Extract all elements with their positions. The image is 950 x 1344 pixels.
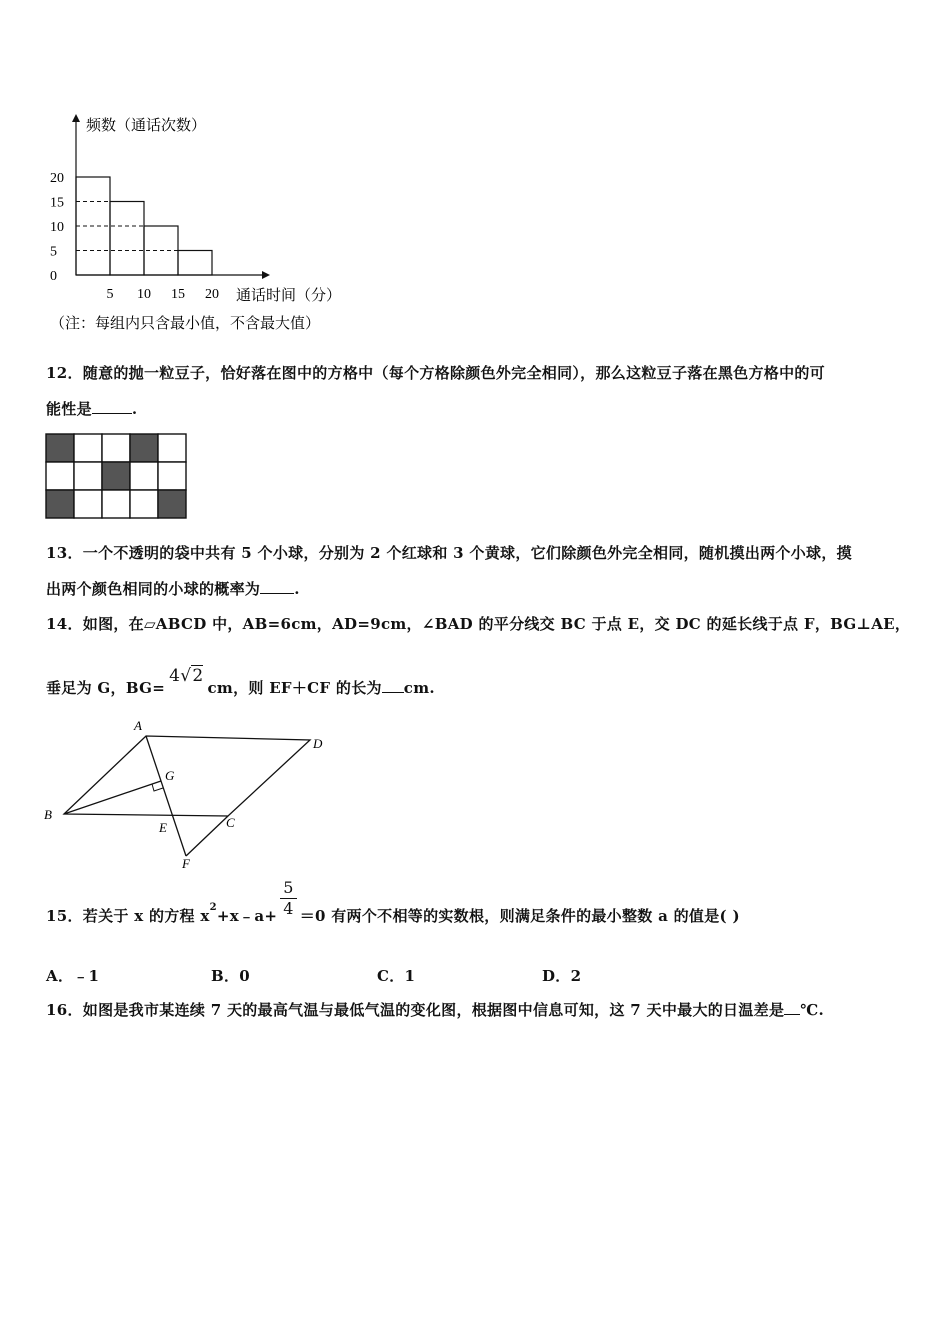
q13-end: .: [294, 580, 300, 598]
bisector-af: [146, 736, 186, 856]
q12-end: .: [131, 400, 138, 418]
white-grid-cell: [102, 490, 130, 518]
q15-exponent: 2: [209, 902, 217, 913]
label-c: C: [226, 815, 235, 830]
fraction-denominator: 4: [283, 899, 294, 918]
q13-line2: [46, 578, 300, 599]
label-f: F: [182, 856, 190, 871]
q14-text-b: cm，则 EF＋CF 的长为: [207, 679, 382, 697]
histogram-ticks: [50, 171, 219, 302]
q14-line1: 14．如图，在▱ABCD 中，AB=6cm，AD=9cm，∠BAD 的平分线交 BC 于点 E，交 DC 的延长线于点 F，BG⊥AE，: [46, 615, 911, 633]
label-b: B: [44, 807, 52, 822]
parallelogram-abcd: [64, 736, 310, 816]
q13-text: 出两个颜色相同的小球的概率为: [46, 580, 261, 598]
histogram-bar: [178, 251, 212, 276]
q15-option-d[interactable]: D．2: [542, 967, 582, 985]
x-axis-arrow-icon: [262, 271, 270, 279]
fraction-5-4: [280, 878, 296, 919]
q14-line2: [46, 667, 435, 703]
q14-answer-blank[interactable]: [382, 678, 404, 693]
q13-answer-blank[interactable]: [260, 579, 294, 594]
sqrt-symbol-icon: √: [180, 666, 192, 686]
white-grid-cell: [46, 462, 74, 490]
label-d: D: [313, 736, 323, 751]
y-tick-label: 20: [50, 171, 64, 186]
q12-line1: 12．随意的抛一粒豆子，恰好落在图中的方格中（每个方格除颜色外完全相同），那么这粒豆子落在黑色方格中的可: [46, 364, 825, 382]
q12-line2: [46, 398, 137, 419]
perpendicular-bg: [64, 781, 161, 814]
q15-line: [46, 878, 740, 928]
q12-answer-blank[interactable]: [92, 399, 132, 414]
q16-answer-blank[interactable]: [784, 1000, 800, 1015]
y-tick-label: 0: [50, 269, 57, 284]
label-g: G: [165, 768, 175, 783]
black-grid-cell: [158, 490, 186, 518]
label-e: E: [159, 820, 167, 835]
histogram-axes: [72, 114, 270, 279]
x-tick-label: 20: [205, 287, 219, 302]
q14-text-a: 垂足为 G，BG=: [46, 679, 166, 697]
x-axis-label: 通话时间（分）: [236, 288, 342, 304]
histogram-bars: [76, 177, 212, 275]
white-grid-cell: [158, 434, 186, 462]
x-tick-label: 5: [106, 287, 114, 302]
q15-mid: +x﹣a+: [216, 907, 278, 925]
white-grid-cell: [74, 434, 102, 462]
white-grid-cell: [74, 462, 102, 490]
black-grid-cell: [130, 434, 158, 462]
black-grid-cell: [46, 490, 74, 518]
q16-text-a: 16．如图是我市某连续 7 天的最高气温与最低气温的变化图，根据图中信息可知，这 7 天中最大的日温差是: [46, 1001, 785, 1019]
q16-line: [46, 999, 824, 1020]
q15-suffix: ＝0 有两个不相等的实数根，则满足条件的最小整数 a 的值是( ): [299, 907, 740, 925]
parallelogram-figure: [38, 714, 338, 874]
white-grid-cell: [130, 462, 158, 490]
black-grid-cell: [102, 462, 130, 490]
bg-value: [169, 666, 203, 686]
white-grid-cell: [158, 462, 186, 490]
q13-line1: 13．一个不透明的袋中共有 5 个小球，分别为 2 个红球和 3 个黄球，它们除颜色外完全相同，随机摸出两个小球，摸: [46, 544, 852, 562]
q15-option-b[interactable]: B．0: [211, 967, 251, 985]
q16-text-b: ℃.: [800, 1001, 825, 1019]
histogram-bar: [110, 202, 144, 276]
q14-text-c: cm.: [403, 679, 435, 697]
bean-grid: [45, 433, 189, 521]
white-grid-cell: [102, 434, 130, 462]
white-grid-cell: [130, 490, 158, 518]
q15-option-c[interactable]: C．1: [377, 967, 416, 985]
y-tick-label: 15: [50, 195, 64, 211]
x-tick-label: 10: [137, 287, 151, 302]
bg-radicand: 2: [192, 666, 204, 686]
black-grid-cell: [46, 434, 74, 462]
x-tick-label: 15: [171, 287, 185, 302]
label-a: A: [134, 718, 142, 733]
y-tick-label: 5: [50, 244, 57, 260]
y-tick-label: 10: [50, 220, 64, 235]
bg-coef: 4: [169, 666, 181, 686]
call-duration-histogram: [40, 108, 370, 338]
fraction-numerator: 5: [280, 878, 296, 899]
white-grid-cell: [74, 490, 102, 518]
q15-option-a[interactable]: A．﹣1: [46, 967, 100, 985]
dc-extension-cf: [186, 816, 228, 856]
q15-prefix: 15．若关于 x 的方程 x: [46, 907, 210, 925]
right-angle-mark: [152, 784, 163, 791]
y-axis-arrow-icon: [72, 114, 80, 122]
y-axis-label: 频数（通话次数）: [86, 118, 207, 134]
histogram-note: （注：每组内只含最小值，不含最大值）: [50, 316, 321, 332]
q12-text: 能性是: [46, 400, 92, 418]
